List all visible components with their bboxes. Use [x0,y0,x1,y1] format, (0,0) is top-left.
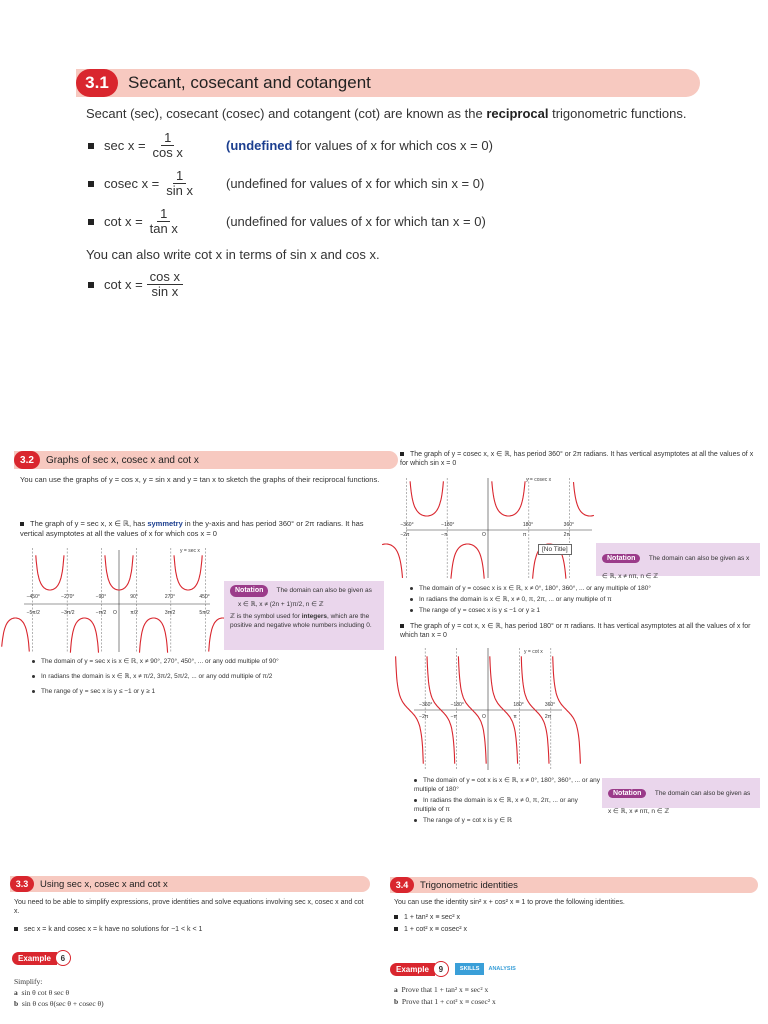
example-6-label: Example 6 [12,950,71,966]
tick-label: −360° [400,522,414,528]
cosec-graph-bullet: The graph of y = cosec x, x ∈ ℝ, has period 360° or 2π radians. It has vertical asymptotes at all the values of x for which sin x = 0 [400,451,754,467]
tick-label: 180° [522,522,534,528]
notation-tag: Notation [602,554,640,563]
graph-label: y = cot x [524,649,543,655]
cot-alternative-text: You can also write cot x in terms of sin x and cos x. [86,247,380,262]
tick-label: −2π [419,714,429,720]
section-3-3-intro: You need to be able to simplify expressions, prove identities and solve equations involving sec x, cosec x and cot x. [14,899,364,915]
tick-label: 3π/2 [164,610,176,616]
section-3-1-banner [76,69,700,97]
notation-box-cot: Notation The domain can also be given as x ∈ ℝ, x ≠ nπ, n ∈ ℤ [602,778,760,808]
section-3-4-banner [390,877,758,893]
section-3-1-intro: Secant (sec), cosecant (cosec) and cotangent (cot) are known as the reciprocal trigonometric functions. [86,106,687,121]
section-title: Trigonometric identities [420,879,518,891]
bullet-square-icon [394,927,398,931]
tick-label: −180° [441,522,455,528]
tick-label: −5π/2 [26,610,40,616]
cosec-curve [451,544,484,579]
tick-label: O [113,610,117,616]
bullet-square-icon [88,219,94,225]
cosec-properties-list: The domain of y = cosec x is x ∈ ℝ, x ≠ 0°, 180°, 360°, ... or any multiple of 180° In radians the domain is x ∈ ℝ, x ≠ 0, π, 2π, ... or any multiple of π The range of y = cosec x is y ≤ −1 or y ≥ 1 [410,584,760,615]
cot-alternative-formula: cot x = $\frac{\text{cos x}}{\text{sin x}}$ [88,270,187,300]
section-3-2-banner [14,451,398,469]
tick-label: 450° [199,594,210,600]
example-9-label: Example 9 SKILLS ANALYSIS [390,961,516,977]
section-title: Secant, cosecant and cotangent [128,73,371,92]
tick-label: 2π [563,532,570,538]
tick-label: π [522,532,527,538]
tick-label: −450° [26,594,40,600]
tick-label: −π [441,532,448,538]
definition-sec: sec x = $\frac{1}{\text{cos x}}$ (undefined for values of x for which cos x = 0) [88,131,648,161]
analysis-badge: ANALYSIS [488,966,516,972]
bullet-square-icon [394,915,398,919]
tick-label: −π [450,714,457,720]
section-3-3-banner [10,876,370,892]
section-title: Graphs of sec x, cosec x and cot x [46,454,199,466]
bullet-square-icon [14,927,18,931]
cot-properties-list: The domain of y = cot x is x ∈ ℝ, x ≠ 0°, 180°, 360°, ... or any multiple of 180° In radians the domain is x ∈ ℝ, x ≠ 0, π, 2π, ... or any multiple of π The range of y = cot x is y ∈ ℝ [414,777,600,824]
section-title: Using sec x, cosec x and cot x [40,878,168,890]
sec-curve [36,555,64,590]
cot-graph-bullet: The graph of y = cot x, x ∈ ℝ, has period 180° or π radians. It has vertical asymptotes at all the values of x for which tan x = 0 [400,623,751,639]
bullet-square-icon [400,624,404,628]
sec-properties-list: The domain of y = sec x is x ∈ ℝ, x ≠ 90°, 270°, 450°, ... or any odd multiple of 90° In radians the domain is x ∈ ℝ, x ≠ π/2, 3π/2, 5π/2, ... or any odd multiple of π/2 The range of y = sec x is y ≤ −1 or y ≥ 1 [32,657,392,696]
cosec-curve [574,482,594,516]
sec-graph [24,546,214,654]
sec-curve [174,555,202,590]
section-number: 3.4 [390,877,414,893]
tick-label: −3π/2 [61,610,75,616]
tick-label: O [482,532,486,538]
definition-cosec: cosec x = $\frac{1}{\text{sin x}}$ (undefined for values of x for which sin x = 0) [88,169,648,199]
graph-label: y = sec x [180,548,200,554]
tick-label: −π/2 [95,610,107,616]
section-number: 3.3 [10,876,34,892]
cot-graph [414,644,564,770]
skills-badge: SKILLS [455,963,485,975]
notation-tag: Notation [230,585,268,597]
cosec-curve [492,481,525,516]
example-6-content: Simplify: a sin θ cot θ sec θ b sin θ cos θ(sec θ + cosec θ) [14,977,104,1008]
cosec-curve [410,481,443,516]
graph-label: y = cosec x [526,477,552,483]
tick-label: −2π [400,532,410,538]
bullet-square-icon [88,181,94,187]
tick-label: π/2 [130,610,138,616]
notation-box-cosec: Notation The domain can also be given as x ∈ ℝ, x ≠ nπ, n ∈ ℤ [596,543,760,576]
example-9-content: a Prove that 1 + tan² x ≡ sec² x b Prove that 1 + cot² x ≡ cosec² x [394,985,496,1006]
sec-curve [2,618,30,652]
bullet-square-icon [400,452,404,456]
tick-label: 180° [513,702,524,708]
section-3-3-bullet: sec x = k and cosec x = k have no solutions for −1 < k < 1 [14,925,364,934]
sec-curve [140,618,168,653]
section-number: 3.2 [14,451,40,469]
tick-label: −90° [95,594,107,600]
tick-label: 90° [130,594,138,600]
notation-tag: Notation [608,789,646,798]
tick-label: −360° [419,702,433,708]
tick-label: 270° [164,594,176,600]
sec-graph-bullet: The graph of y = sec x, x ∈ ℝ, has symmetry in the y-axis and has period 360° or 2π radians. It has vertical asymptotes at all the values of x for which cos x = 0 [20,519,364,538]
identity-list: 1 + tan² x ≡ sec² x 1 + cot² x ≡ cosec² x [394,912,467,936]
cosec-curve [382,544,402,578]
bullet-square-icon [88,282,94,288]
definition-cot: cot x = $\frac{1}{\text{tan x}}$ (undefined for values of x for which tan x = 0) [88,207,648,237]
cosec-graph [400,474,596,578]
section-3-4-intro: You can use the identity sin² x + cos² x ≡ 1 to prove the following identities. [394,899,625,906]
tick-label: 360° [563,522,575,528]
tick-label: 360° [544,702,556,708]
tick-label: 5π/2 [199,610,210,616]
tick-label: −180° [450,702,464,708]
bullet-square-icon [88,143,94,149]
section-number: 3.1 [76,69,118,97]
tick-label: O [482,714,486,720]
sec-curve [70,618,98,653]
section-3-2-intro: You can use the graphs of y = cos x, y = sin x and y = tan x to sketch the graphs of their reciprocal functions. [20,475,380,484]
tick-label: −270° [61,594,75,600]
no-title-box: [No Title] [538,544,572,555]
notation-box-sec: Notation The domain can also be given as x ∈ ℝ, x ≠ (2n + 1)π/2, n ∈ ℤ ℤ is the symbol used for integers, which are the positive and negative whole numbers including 0. [224,581,384,650]
tick-label: 2π [544,714,552,720]
bullet-square-icon [20,522,24,526]
tick-label: π [513,714,517,720]
